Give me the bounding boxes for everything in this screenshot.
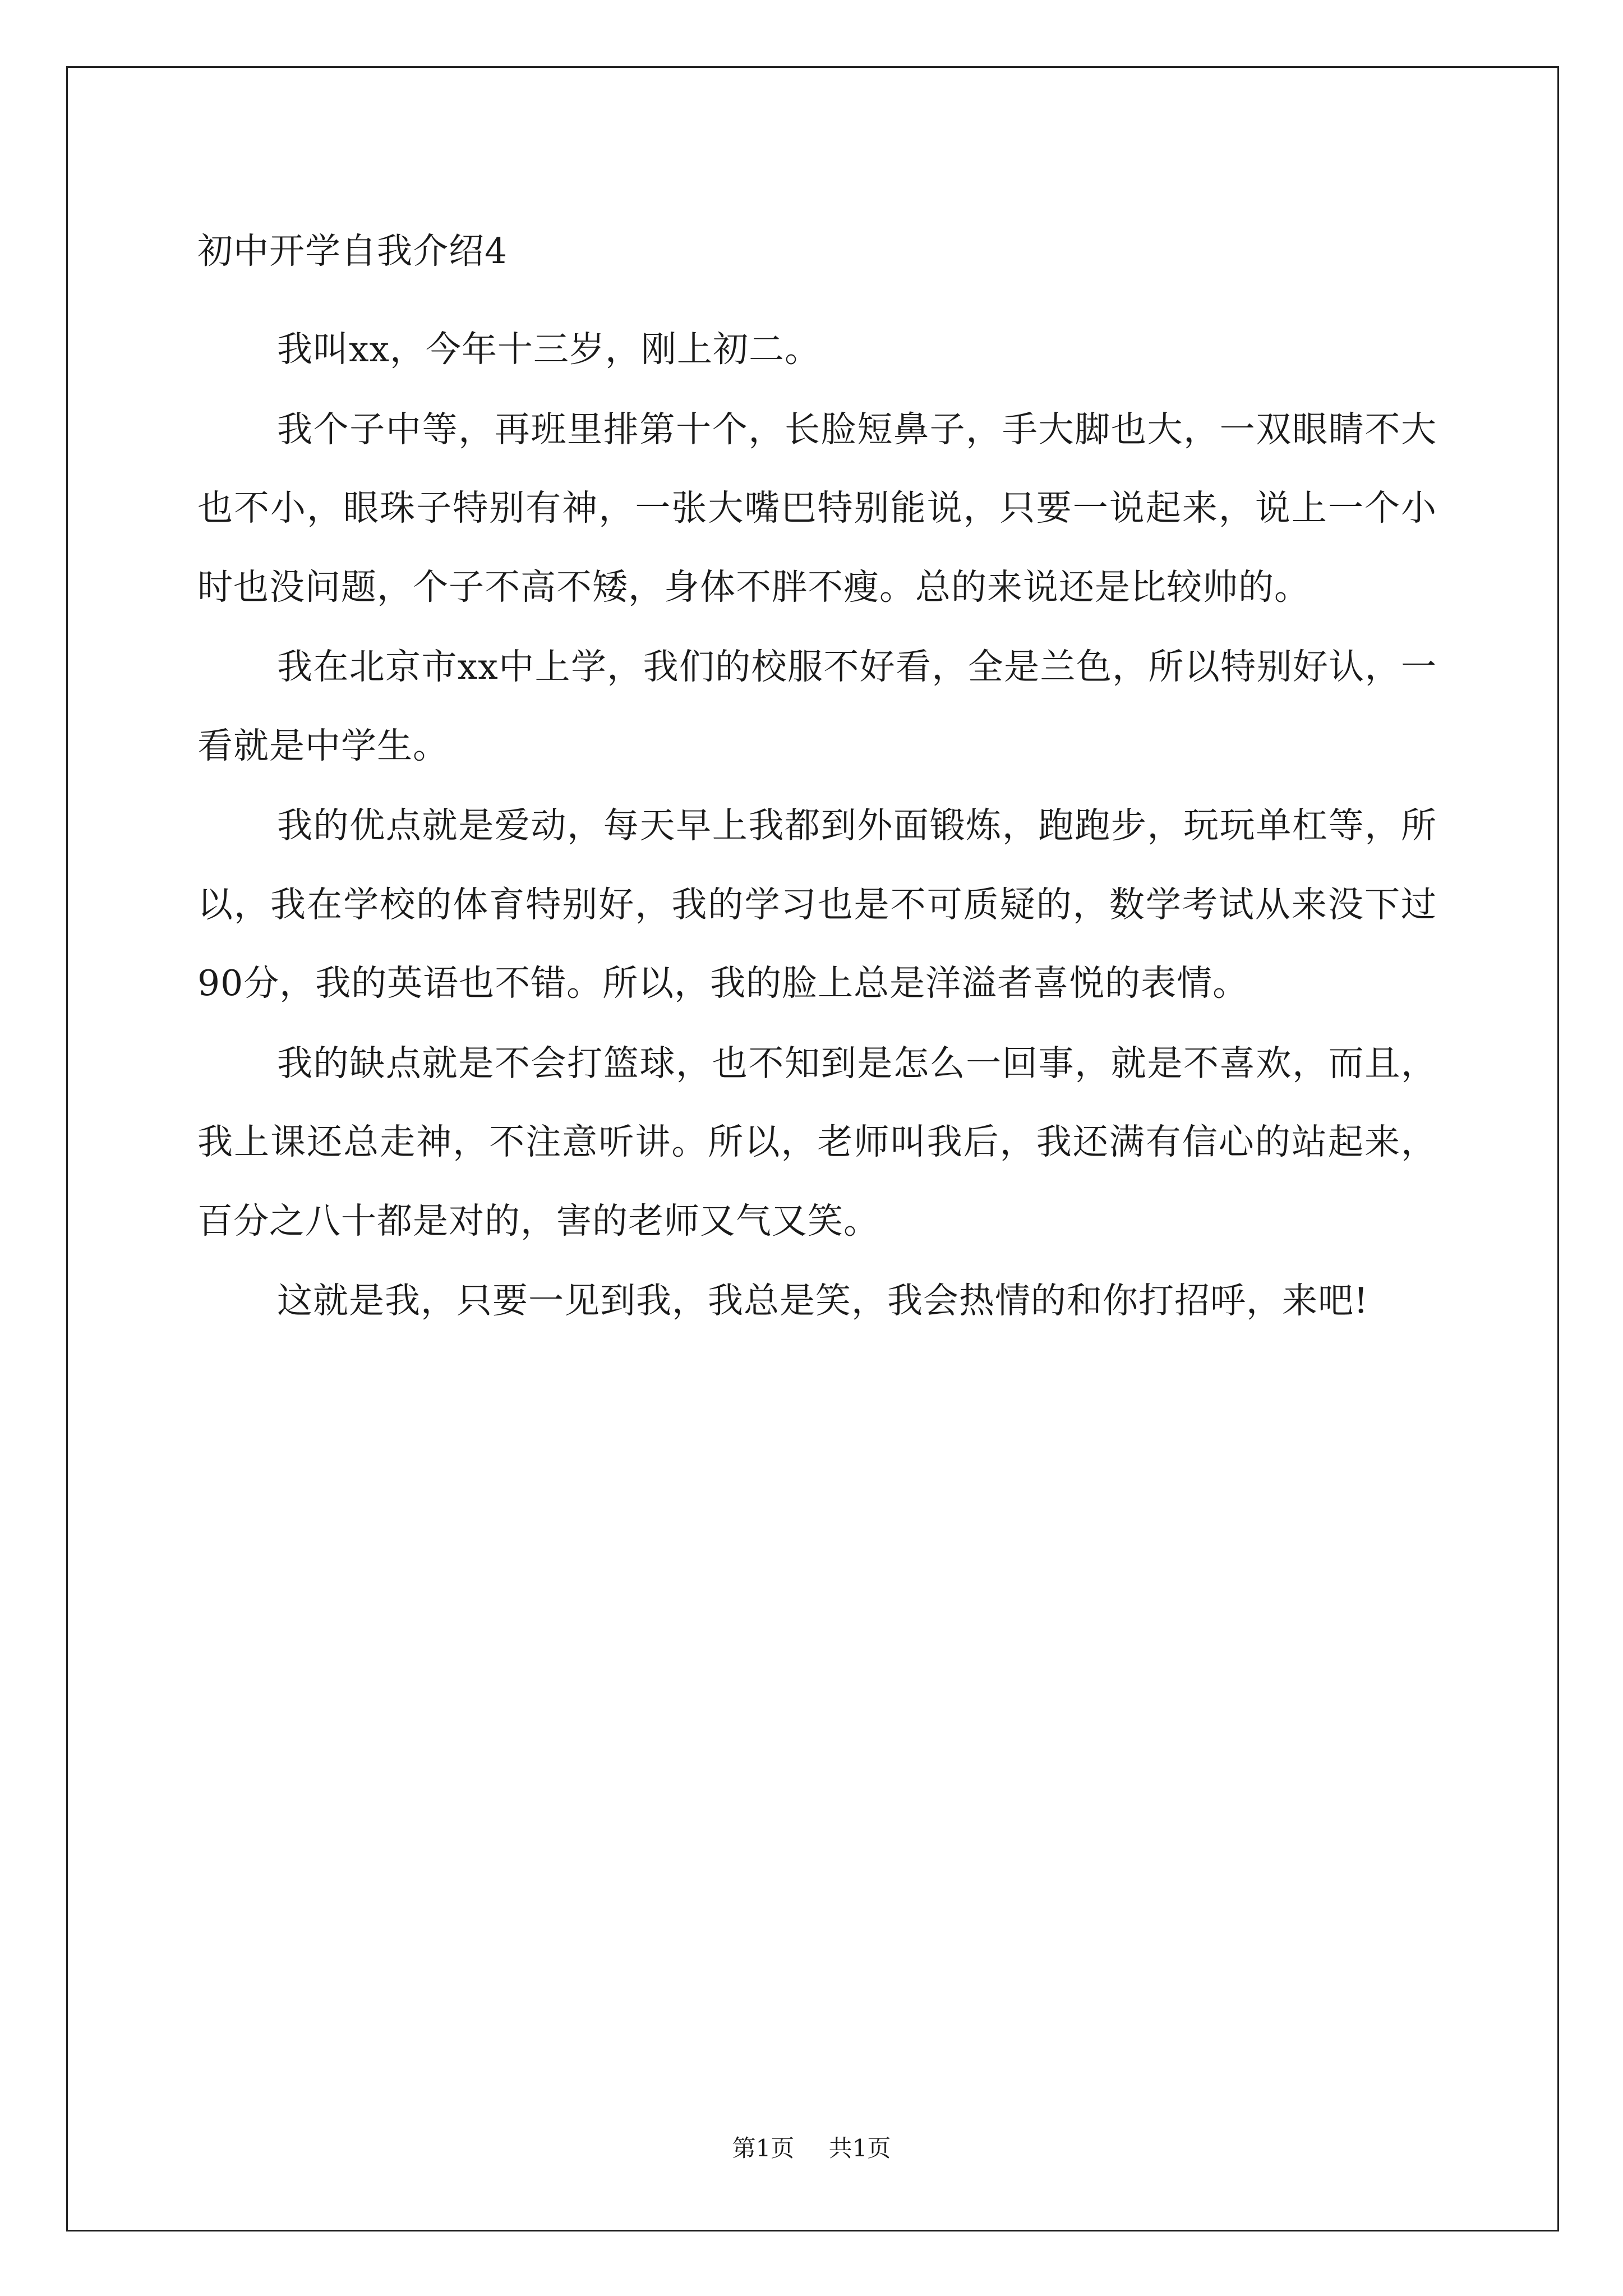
paragraph-6: 这就是我，只要一见到我，我总是笑，我会热情的和你打招呼，来吧! (277, 1280, 1369, 1321)
page-number-total: 共1页 (828, 2134, 891, 2162)
paragraph-3: 我在北京市xx中上学，我们的校服不好看，全是兰色，所以特别好认，一看就是中学生。 (197, 646, 1437, 766)
paragraph-5: 我的缺点就是不会打篮球，也不知到是怎么一回事，就是不喜欢，而且，我上课还总走神，不注意听讲。所以，老师叫我后，我还满有信心的站起来，百分之八十都是对的，害的老师又气又笑。 (197, 1042, 1437, 1241)
document-body (197, 310, 1437, 1342)
paragraph-1: 我叫xx，今年十三岁，刚上初二。 (277, 329, 821, 370)
paragraph-4: 我的优点就是爱动，每天早上我都到外面锻炼，跑跑步，玩玩单杠等，所以，我在学校的体育特别好，我的学习也是不可质疑的，数学考试从来没下过90分，我的英语也不错。所以，我的脸上总是洋溢者喜悦的表情。 (197, 805, 1437, 1004)
paragraph-2: 我个子中等，再班里排第十个，长脸短鼻子，手大脚也大，一双眼睛不大也不小，眼珠子特别有神，一张大嘴巴特别能说，只要一说起来，说上一个小时也没问题，个子不高不矮，身体不胖不瘦。总的来说还是比较帅的。 (197, 408, 1437, 608)
document-title: 初中开学自我介绍4 (197, 231, 508, 272)
page-footer (0, 2132, 1623, 2165)
page-number-current: 第1页 (732, 2134, 795, 2162)
